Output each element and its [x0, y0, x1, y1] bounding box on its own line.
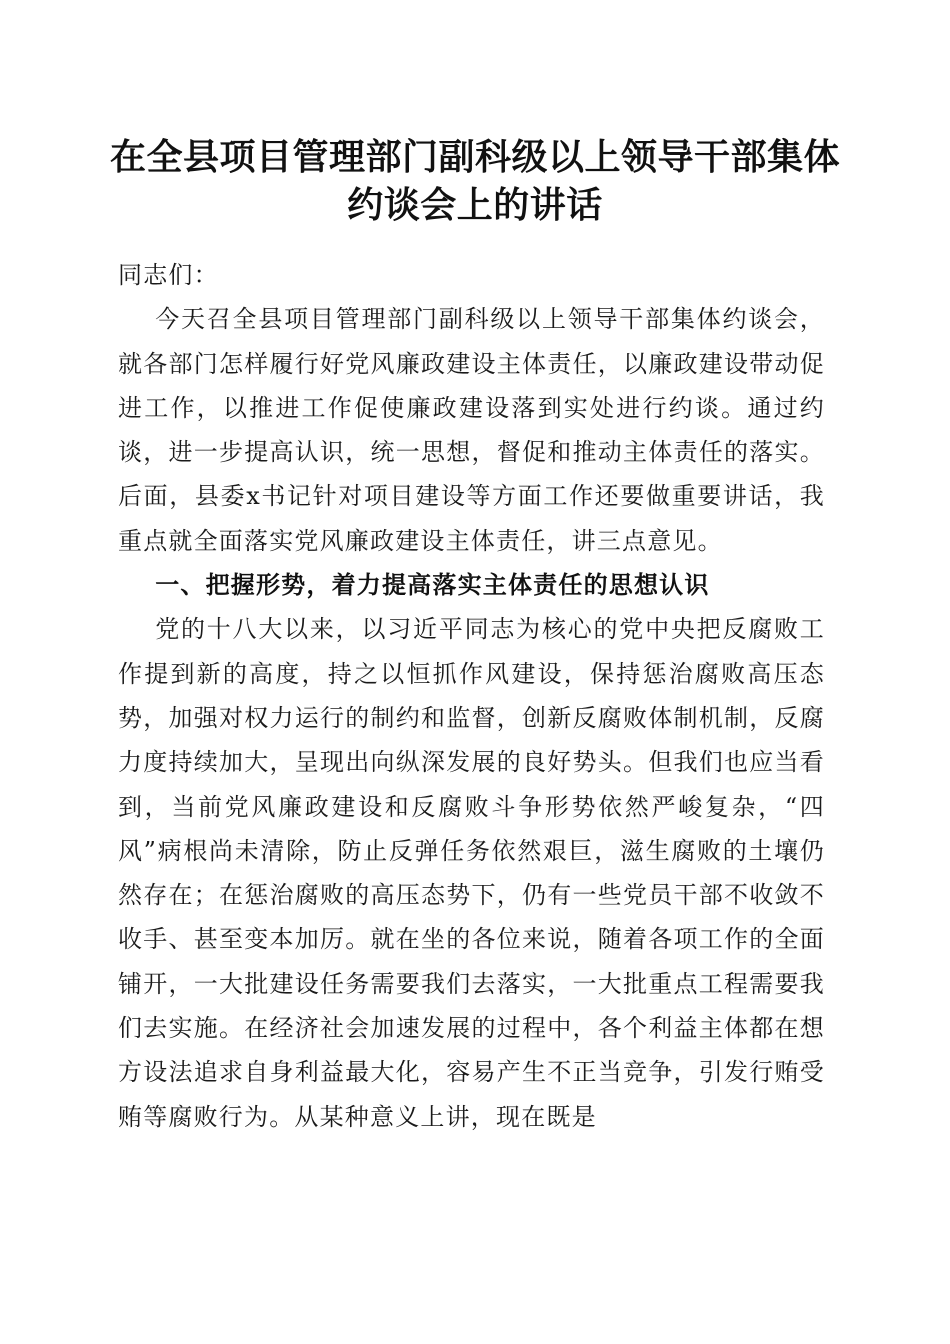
paragraph-intro: 今天召全县项目管理部门副科级以上领导干部集体约谈会，就各部门怎样履行好党风廉政建设主体责任，以廉政建设带动促进工作，以推进工作促使廉政建设落到实处进行约谈。通过约谈，进一步提高认识，统一思想，督促和推动主体责任的落实。后面，县委x书记针对项目建设等方面工作还要做重要讲话，我重点就全面落实党风廉政建设主体责任，讲三点意见。	[118, 305, 825, 555]
paragraph-situation: 党的十八大以来，以习近平同志为核心的党中央把反腐败工作提到新的高度，持之以恒抓作风建设，保持惩治腐败高压态势，加强对权力运行的制约和监督，创新反腐败体制机制，反腐力度持续加大，呈现出向纵深发展的良好势头。但我们也应当看到，当前党风廉政建设和反腐败斗争形势依然严峻复杂，“四风”病根尚未清除，防止反弹任务依然艰巨，滋生腐败的土壤仍然存在；在惩治腐败的高压态势下，仍有一些党员干部不收敛不收手、甚至变本加厉。就在坐的各位来说，随着各项工作的全面铺开，一大批建设任务需要我们去落实，一大批重点工程需要我们去实施。在经济社会加速发展的过程中，各个利益主体都在想方设法追求自身利益最大化，容易产生不正当竞争，引发行贿受贿等腐败行为。从某种意义上讲，现在既是	[118, 615, 825, 1131]
greeting: 同志们：	[118, 261, 219, 289]
document-title: 在全县项目管理部门副科级以上领导干部集体约谈会上的讲话	[109, 136, 840, 226]
document-body	[118, 253, 825, 1139]
section-heading-1: 一、把握形势，着力提高落实主体责任的思想认识	[155, 570, 710, 600]
